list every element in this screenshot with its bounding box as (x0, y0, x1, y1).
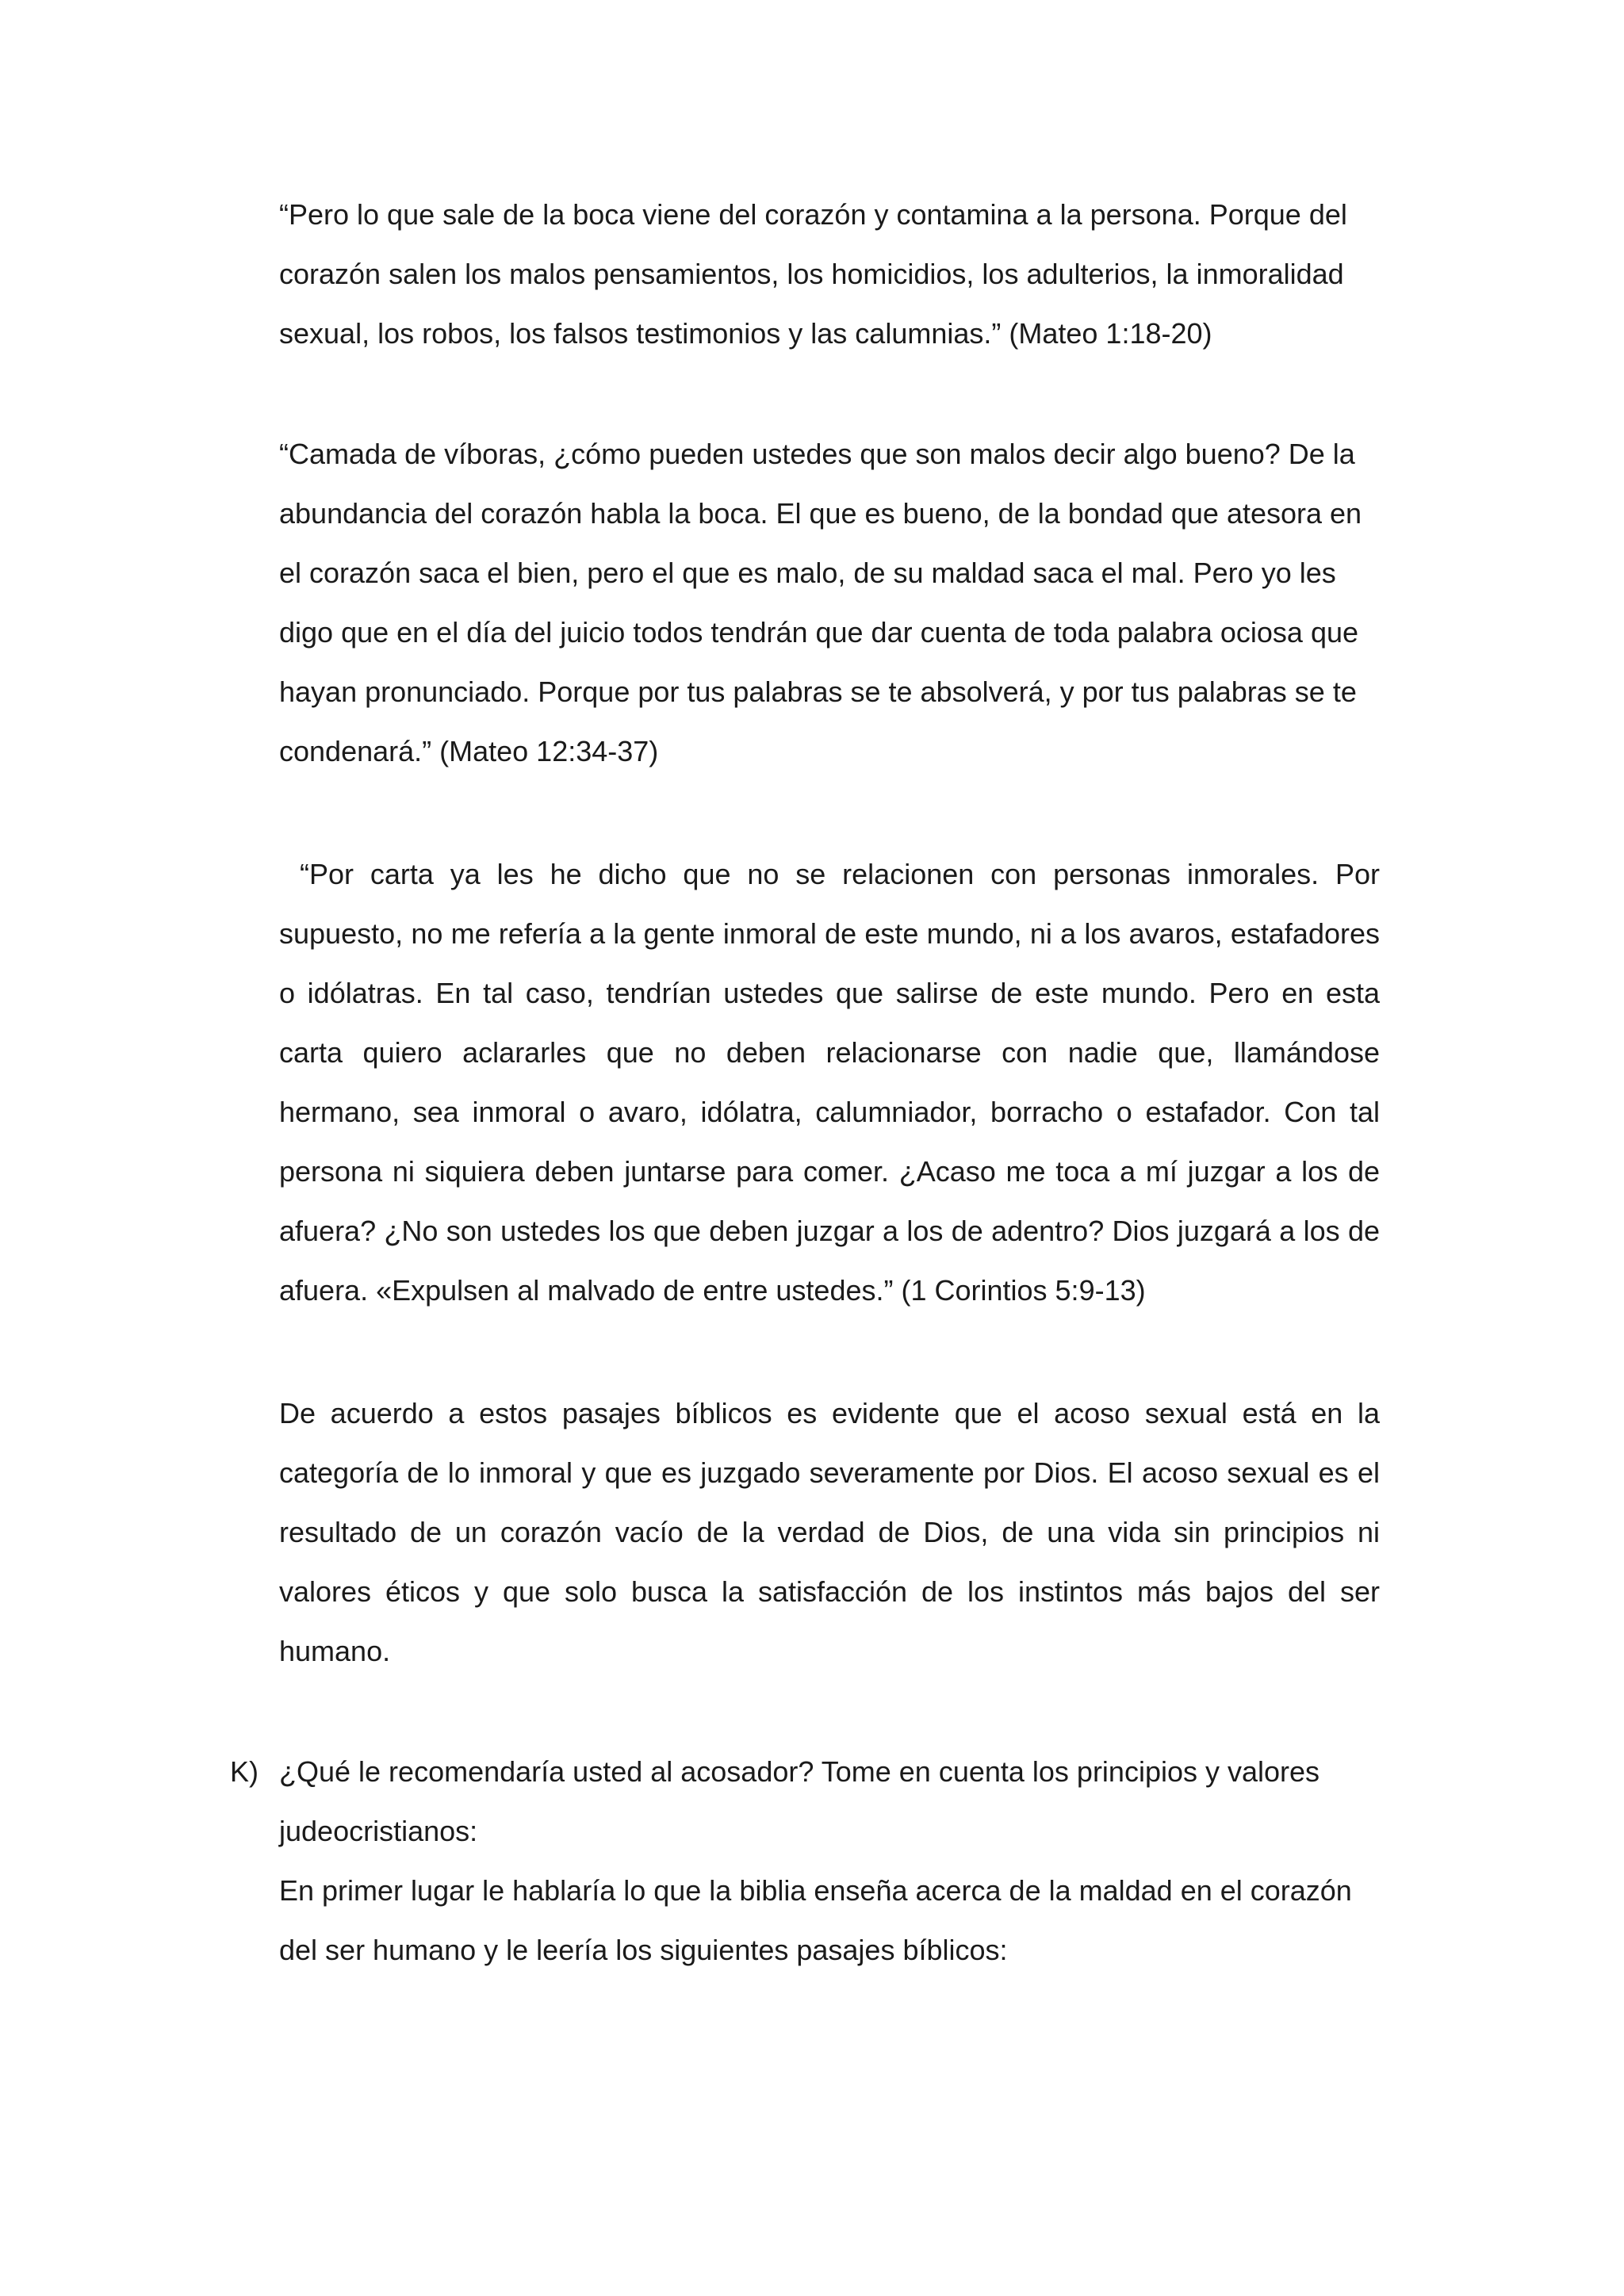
paragraph-quote-corintios (279, 844, 1380, 1320)
quote-corintios-text: “Por carta ya les he dicho que no se relacionen con personas inmorales. Por supuesto, no me refería a la gente inmoral de este mundo, ni a los avaros, estafadores o idólatras. En tal caso, tendrían ustedes que salirse de este mundo. Pero en esta carta quiero aclararles que no deben relacionarse con nadie que, llamándose hermano, sea inmoral o avaro, idólatra, calumniador, borracho o estafador. Con tal persona ni siquiera deben juntarse para comer. ¿Acaso me toca a mí juzgar a los de afuera? ¿No son ustedes los que deben juzgar a los de adentro? Dios juzgará a los de afuera. «Expulsen al malvado de entre ustedes.” (1 Corintios 5:9-13) (279, 858, 1380, 1307)
paragraph-quote-mateo-15: “Pero lo que sale de la boca viene del corazón y contamina a la persona. Porque del corazón salen los malos pensamientos, los homicidios, los adulterios, la inmoralidad sexual, los robos, los falsos testimonios y las calumnias.” (Mateo 1:18-20) (279, 198, 1347, 350)
item-k-marker: K) (230, 1755, 259, 1788)
item-k-answer: En primer lugar le hablaría lo que la biblia enseña acerca de la maldad en el corazón del ser humano y le leería los siguientes pasajes bíblicos: (279, 1874, 1352, 1966)
paragraph-quote-mateo-12: “Camada de víboras, ¿cómo pueden ustedes que son malos decir algo bueno? De la abundancia del corazón habla la boca. El que es bueno, de la bondad que atesora en el corazón saca el bien, pero el que es malo, de su maldad saca el mal. Pero yo les digo que en el día del juicio todos tendrán que dar cuenta de toda palabra ociosa que hayan pronunciado. Porque por tus palabras se te absolverá, y por tus palabras se te condenará.” (Mateo 12:34-37) (279, 438, 1362, 767)
paragraph-conclusion: De acuerdo a estos pasajes bíblicos es evidente que el acoso sexual está en la categoría de lo inmoral y que es juzgado severamente por Dios. El acoso sexual es el resultado de un corazón vacío de la verdad de Dios, de una vida sin principios ni valores éticos y que solo busca la satisfacción de los instintos más bajos del ser humano. (279, 1397, 1380, 1667)
item-k-question: ¿Qué le recomendaría usted al acosador? Tome en cuenta los principios y valores judeocristianos: (279, 1755, 1320, 1847)
